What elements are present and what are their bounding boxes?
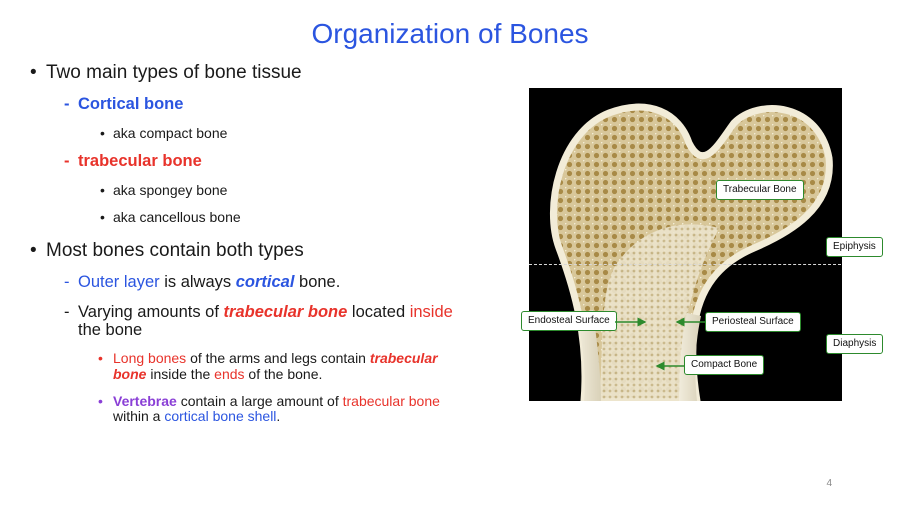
bullet-both-types: • Most bones contain both types xyxy=(30,240,304,261)
bullet-icon: • xyxy=(100,182,105,198)
varying-item: - Varying amounts of trabecular bone located inside xyxy=(64,303,453,321)
long-bones-item-line2: bone inside the ends of the bone. xyxy=(113,366,323,382)
periosteal-surface-callout: Periosteal Surface xyxy=(705,312,801,332)
vertebrae-item-line2: within a cortical bone shell. xyxy=(113,408,281,424)
trabecular-bone-item: - trabecular bone xyxy=(64,152,202,170)
trabecular-bone-callout: Trabecular Bone xyxy=(716,180,804,200)
varying-item-line2: the bone xyxy=(78,321,143,339)
cortical-bone-item: - Cortical bone xyxy=(64,95,184,113)
vertebrae-item: • Vertebrae contain a large amount of trabecular bone xyxy=(98,393,440,409)
dash-icon: - xyxy=(64,152,70,170)
slide-title: Organization of Bones xyxy=(311,18,589,49)
endosteal-surface-callout: Endosteal Surface xyxy=(521,311,617,331)
trabecular-aka-1: • aka spongey bone xyxy=(100,182,228,198)
page-number: 4 xyxy=(826,478,832,489)
long-bones-item: • Long bones of the arms and legs contain trabecular xyxy=(98,350,438,366)
bullet-icon: • xyxy=(100,209,105,225)
bullet-icon: • xyxy=(100,125,105,141)
dash-icon: - xyxy=(64,95,70,113)
trabecular-aka-2: • aka cancellous bone xyxy=(100,209,241,225)
bullet-icon: • xyxy=(98,350,103,366)
compact-bone-callout: Compact Bone xyxy=(684,355,764,375)
dash-icon: - xyxy=(64,303,70,321)
bullet-icon: • xyxy=(98,393,103,409)
bullet-icon: • xyxy=(30,62,37,83)
dash-icon: - xyxy=(64,273,70,291)
bullet-two-types: • Two main types of bone tissue xyxy=(30,62,302,83)
epiphysis-callout: Epiphysis xyxy=(826,237,883,257)
bullet-icon: • xyxy=(30,240,37,261)
diaphysis-callout: Diaphysis xyxy=(826,334,883,354)
outer-layer-item: - Outer layer is always cortical bone. xyxy=(64,273,341,291)
cortical-aka: • aka compact bone xyxy=(100,125,228,141)
